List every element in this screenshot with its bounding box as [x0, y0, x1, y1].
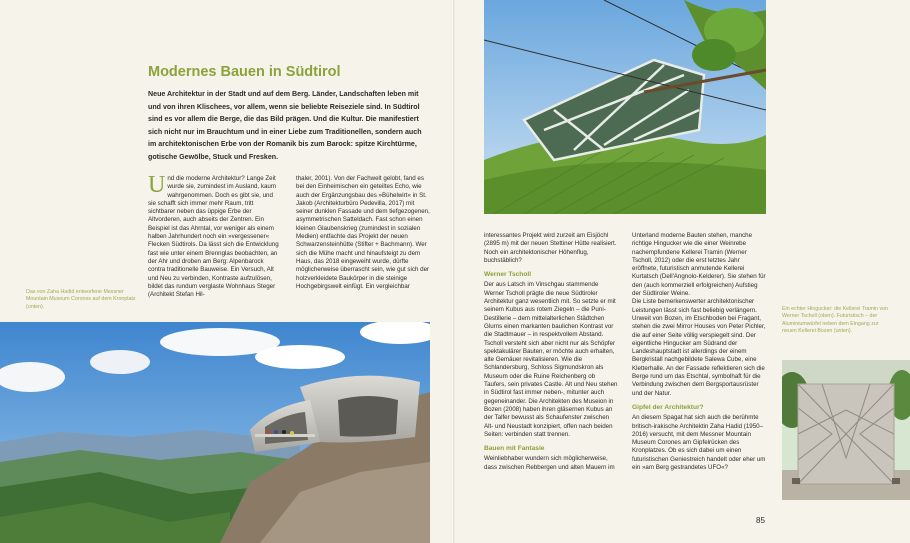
photo-kellerei-tramin [484, 0, 766, 214]
subheading-werner-tscholl: Werner Tscholl [484, 271, 532, 279]
text-column-3 [484, 232, 618, 472]
text-column-4 [632, 232, 766, 472]
column-1-text: nd die moderne Architektur? Lange Zeit wurde sie, zumindest im Ausland, kaum wahrgenommen. Doch es gibt sie, und sie schafft sich immer mehr Raum, tritt sichtbarer neben das üppige Erbe der Altvorderen, auch abseits der Zentren. Ein Beispiel ist das Ahrntal, vor weniger als einem halben Jahrhundert noch ein »vergessener« Flecken Südtirols. Da lässt sich die Entwicklung fast wie unter einem Brennglas beobachten, an der Ahr und droben am Berg: Alpenbarock contra traditionelle Bauweise. Ein Versuch, Alt und Neu zu verbinden, Kontraste aufzulösen, bildet das rundum verglaste Wohnhaus Steger (Architekt Stefan Hil- [148, 175, 279, 299]
article-intro: Neue Architektur in der Stadt und auf dem Berg. Länder, Landschaften leben mit und von ihren Klischees, vor allem, wenn sie beliebte Reiseziele sind. In Südtirol sind es vor allem die Berge, die das Bild prägen. Und die Kultur. Die manifestiert sich nicht nur im Brauchtum und in einer Liebe zum Traditionellen, sondern auch im architektonischen Erbe von der Romanik bis zum Barock: spitze Kirchtürme, gotische Gewölbe, Stuck und Fresken. [148, 90, 422, 161]
column-4-paragraph-3: An diesem Spagat hat sich auch die berühmte britisch-irakische Architektin Zaha Hadid (1950–2016) versucht, mit dem Messner Mountain Museum Corones am Gipfelrücken des Kronplatzes. Ob es sich dabei um einen futuristischen Geniestreich handelt oder eher um ein »am Berg gestrandetes UFO«? [632, 414, 766, 472]
drop-cap: U [148, 172, 166, 198]
photo-kellerei-bozen-cube [782, 360, 910, 500]
caption-left: Das von Zaha Hadid entworfene Messner Mountain Museum Corones auf dem Kronplatz (unten). [26, 289, 136, 310]
column-3-paragraph-3: Weinliebhaber wundern sich möglicherweise, dass zwischen Rebbergen und alten Mauern im [484, 455, 615, 471]
column-3-paragraph-2: Der aus Latsch im Vinschgau stammende Werner Tscholl prägte die neue Südtiroler Architektur ganz wesentlich mit. So setzte er mit seinem Kubus aus rotem Ziegeln – die Puni-Destillerie – dem mittelalterlichen Städtchen Glurns einen markanten baulichen Kontrast vor die Stadtmauer – in respektvollem Abstand. Tscholl versteht sich aber nicht nur als Schöpfer spektakulärer Bauten, er möchte auch erhalten, alte Gemäuer revitalisieren. Wie die Schlandersburg, Schloss Sigmundskron als Museum oder die Ruine Reichenberg ob Taufers, sein privates Castle. Alt und Neu stehen in Südtirol fast immer neben-, mitunter auch gegeneinander. Die Architekten des Museion in Bozen (2008) haben ihren gläsernen Kubus an der Talfer bewusst als Schaufenster zwischen Alt- und Neustadt konzipiert, offen nach beiden Seiten: verbinden statt trennen. [484, 281, 618, 438]
photo-messner-mountain-museum [0, 322, 430, 543]
column-3-paragraph-1: interessantes Projekt wird zurzeit am Eisjöchl (2895 m) mit der neuen Stettiner Hütte realisiert. Noch ein architektonischer Höhenflug, buchstäblich? [484, 232, 617, 264]
subheading-bauen-mit-fantasie: Bauen mit Fantasie [484, 445, 545, 453]
page-number: 85 [756, 516, 765, 525]
text-column-2 [296, 175, 432, 291]
column-2-text: thaler, 2001). Von der Fachwelt gelobt, fand es bei den Einheimischen ein geteiltes Echo, wie auch der Ergänzungsbau des »Bühelwirt« in St. Jakob (Architekturbüro Pedevilla, 2017) mit seiner dunklen Fassade und dem tiefgezogenen, asymmetrischen Satteldach. Fast schon einen kleinen Glaubenskrieg (zumindest in sozialen Medien) entfachte das Projekt der neuen Schwarzensteinhütte (Stifter + Bachmann). Wer sich die Mühe macht und hinaufsteigt zu dem Haus, das 2018 eingeweiht wurde, dürfte möglicherweise überrascht sein, wie gut sich der holzverkleidete Baukörper in die steinige Hochgebirgswelt einfügt. Ein vergleichbar [296, 175, 430, 290]
subheading-gipfel-der-architektur: Gipfel der Architektur? [632, 403, 704, 411]
text-column-1 [148, 172, 281, 299]
column-4-paragraph-1: Unterland moderne Bauten stehen, manche richtige Hingucker wie die einer Weinrebe nachempfundene Kellerei Tramin (Werner Tscholl, 2012) oder die erst letztes Jahr eröffnete, futuristisch anmutende Kellerei Kurtatsch (Dell'Angnolo-Kelderer). Sie stehen für den (auch kommerziell erfolgreichen) Aufstieg der Südtiroler Weine. [632, 232, 766, 298]
caption-right: Ein echter Hingucker: die Kellerei Tramin von Werner Tscholl (oben). Futuristisch – der Aluminiumwürfel neben dem Eingang zur neuen Kellerei Bozen (unten). [782, 306, 888, 335]
article-title: Modernes Bauen in Südtirol [148, 64, 341, 80]
page-gutter [453, 0, 455, 543]
column-4-paragraph-2: Die Liste bemerkenswerter architektonischer Leistungen lässt sich fast beliebig verlängern. Unweit von Bozen, im Etschboden bei Fragant, stehen die zwei Mirror Houses von Peter Pichler, die auf einer Seite völlig verspiegelt sind. Der eigentliche Hingucker am Südrand der Landeshauptstadt ist allerdings der einem Bergkristall nachgebildete Salewa Cube, eine Kletterhalle. An der Fassade reflektieren sich die Berge rund um das Etschtal, symbolhaft für die Verbindung zwischen dem Bergsportausrüster und der Natur. [632, 298, 766, 397]
